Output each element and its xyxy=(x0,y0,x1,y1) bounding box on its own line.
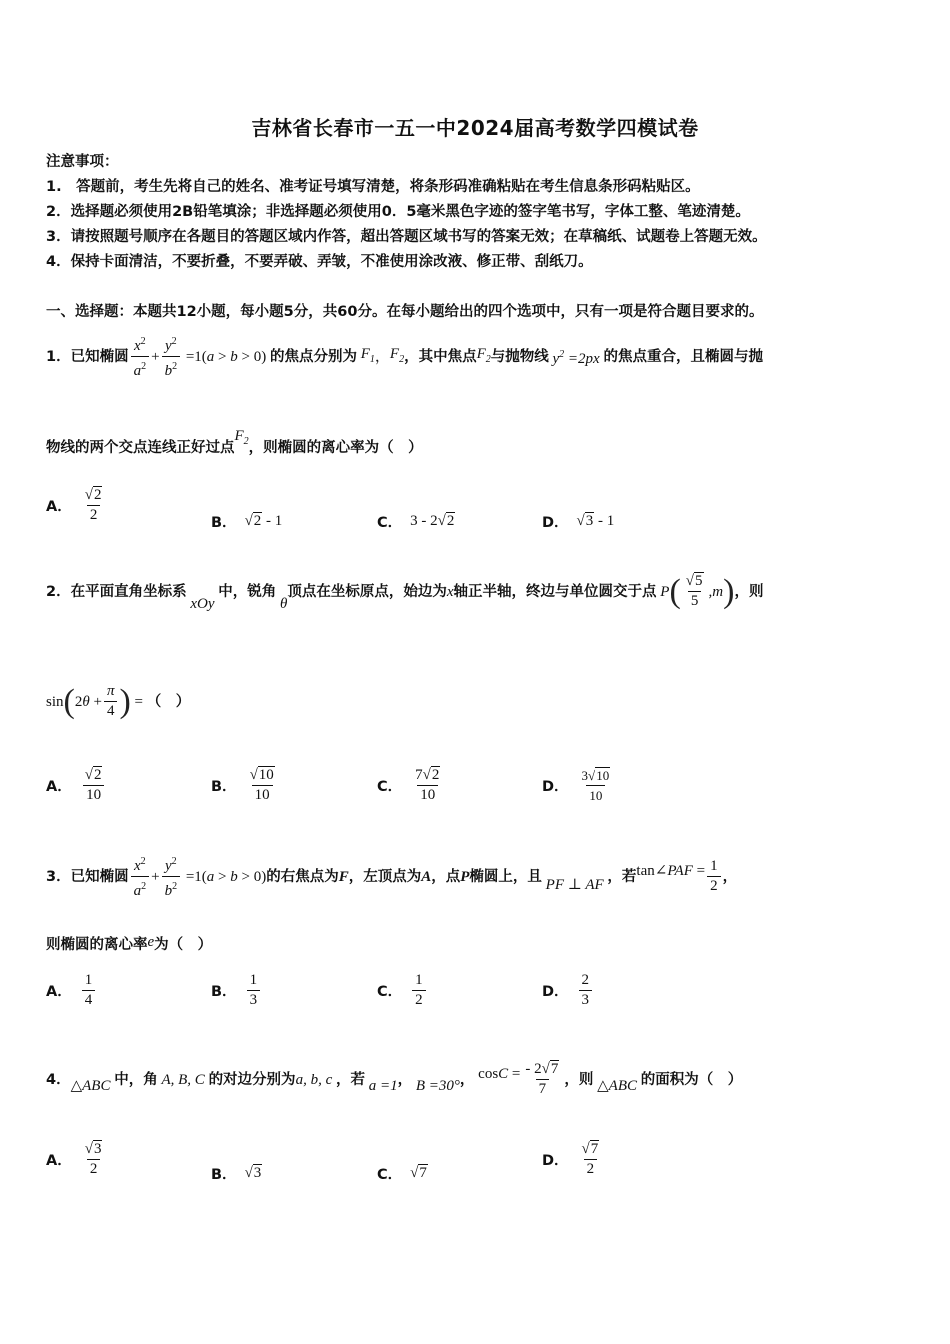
option-label: C． xyxy=(377,779,403,795)
math-formula: $\frac{\pi}{4}$ xyxy=(104,682,118,721)
question-text: （ ） xyxy=(146,693,191,710)
question-text: 的焦点重合，且椭圆与抛 xyxy=(603,348,763,365)
question-text: 顶点在坐标原点，始边为 xyxy=(287,583,447,600)
question-text: ，若 xyxy=(607,868,637,885)
option-d[interactable]: D． √3 - 1 xyxy=(542,513,615,531)
option-b[interactable]: B． √3 xyxy=(211,1165,262,1183)
option-label: A． xyxy=(46,984,72,1000)
question-text: 轴正半轴，终边与单位圆交于点 xyxy=(453,583,657,600)
question-text: ，则椭圆的离心率为（ ） xyxy=(248,440,423,456)
question-text: 的对边分别为 xyxy=(208,1071,296,1088)
option-d[interactable]: D． $\frac{3√10}{10}$ xyxy=(542,768,610,803)
option-a[interactable]: A． $\frac{√2}{2}$ xyxy=(46,487,102,523)
option-label: C． xyxy=(377,984,403,1000)
option-label: D． xyxy=(542,984,569,1000)
question-2-line-2: sin ( 2θ + $\frac{\pi}{4}$ ) = （ ） xyxy=(46,682,191,720)
option-label: D． xyxy=(542,779,569,795)
option-label: D． xyxy=(542,515,569,531)
question-text: 椭圆上，且 xyxy=(469,868,542,885)
question-number: 1． xyxy=(46,348,71,365)
option-c[interactable]: C． √7 xyxy=(377,1165,427,1183)
question-text: 与抛物线 xyxy=(490,348,549,365)
option-label: B． xyxy=(211,1167,237,1183)
question-1-line-2: 物线的两个交点连线正好过点 $F_2$ ，则椭圆的离心率为（ ） xyxy=(46,428,423,456)
question-text: 中，锐角 xyxy=(218,583,277,600)
option-b[interactable]: B． $\frac{√10}{10}$ xyxy=(211,767,274,803)
notice-item-3: 3．请按照题号顺序在各题目的答题区域内作答，超出答题区域书写的答案无效；在草稿纸、试题卷上答题无效。 xyxy=(46,229,767,245)
option-label: A． xyxy=(46,1153,72,1169)
question-text: 则椭圆的离心率 xyxy=(46,937,148,953)
notice-item-4: 4．保持卡面清洁，不要折叠，不要弄破、弄皱，不准使用涂改液、修正带、刮纸刀。 xyxy=(46,254,593,270)
question-text: 在平面直角坐标系 xyxy=(70,583,187,600)
math-formula: $\frac{- 2√7}{7}$ xyxy=(525,1061,559,1097)
question-text: ，其中焦点 xyxy=(404,348,477,365)
question-text: ，则 xyxy=(734,583,764,600)
option-label: C． xyxy=(377,1167,403,1183)
page-title: 吉林省长春市一五一中2024届高考数学四模试卷 xyxy=(251,116,699,140)
option-b[interactable]: B． $\frac{1}{3}$ xyxy=(211,971,262,1010)
option-c[interactable]: C． $\frac{1}{2}$ xyxy=(377,971,428,1010)
question-text: ，点 xyxy=(431,868,461,885)
question-text: 的右焦点为 xyxy=(266,868,339,885)
question-text: ，则 xyxy=(564,1071,594,1088)
question-3-line-1: 3． 已知椭圆 $\frac{x^2}{a^2}$ + $\frac{y^2}{b^2}$ =1(a > b > 0) 的右焦点为 F ，左顶点为 A ，点 P 椭圆上，且 PF ⊥ AF ，若 tan∠PAF = $\frac{1}{2}$ ， xyxy=(46,852,737,901)
option-label: A． xyxy=(46,779,72,795)
option-a[interactable]: A． $\frac{√2}{10}$ xyxy=(46,766,107,805)
option-label: D． xyxy=(542,1153,569,1169)
option-c[interactable]: C． $\frac{7√2}{10}$ xyxy=(377,767,440,803)
option-label: A． xyxy=(46,499,72,515)
question-text: ，左顶点为 xyxy=(348,868,422,885)
option-a[interactable]: A． $\frac{√3}{2}$ xyxy=(46,1141,102,1177)
question-text: 中，角 xyxy=(114,1071,158,1088)
question-text: 的面积为（ ） xyxy=(640,1071,743,1088)
math-formula: $\frac{x^2}{a^2}$ xyxy=(131,852,150,901)
math-formula: $\frac{y^2}{b^2}$ xyxy=(162,332,181,381)
math-formula: $\frac{√5}{5}$ xyxy=(685,573,703,609)
question-number: 4． xyxy=(46,1071,71,1088)
notice-item-2: 2．选择题必须使用2B铅笔填涂；非选择题必须使用0．5毫米黑色字迹的签字笔书写，字体工整、笔迹清楚。 xyxy=(46,204,750,220)
question-text: ，若 xyxy=(335,1071,365,1088)
notice-item-1: 1. 答题前，考生先将自己的姓名、准考证号填写清楚，将条形码准确粘贴在考生信息条形码粘贴区。 xyxy=(46,179,700,195)
question-number: 2． xyxy=(46,583,71,600)
math-formula: $\frac{x^2}{a^2}$ xyxy=(131,332,150,381)
question-text: 为（ ） xyxy=(154,937,213,953)
option-d[interactable]: D． $\frac{2}{3}$ xyxy=(542,971,594,1010)
option-c[interactable]: C． 3 - 2 √2 xyxy=(377,513,455,531)
option-label: C． xyxy=(377,515,403,531)
math-formula: $\frac{1}{2}$ xyxy=(707,857,721,896)
question-1-line-1: 1． 已知椭圆 $\frac{x^2}{a^2}$ + $\frac{y^2}{b^2}$ =1(a > b > 0) 的焦点分别为 $F_1$ ， $F_2$ ，其中焦点 $F_2$ 与抛物线 $y^2 =2px$ 的焦点重合，且椭圆与抛 xyxy=(46,332,763,381)
question-text: ， xyxy=(397,1071,413,1088)
question-text: ， xyxy=(722,868,738,885)
question-text: 已知椭圆 xyxy=(70,348,129,365)
question-text: ， xyxy=(459,1071,475,1088)
option-a[interactable]: A． $\frac{1}{4}$ xyxy=(46,971,97,1010)
question-text: 的焦点分别为 xyxy=(269,348,357,365)
math-formula: $\frac{y^2}{b^2}$ xyxy=(162,852,181,901)
question-text: 已知椭圆 xyxy=(70,868,129,885)
question-3-line-2: 则椭圆的离心率 e 为（ ） xyxy=(46,934,213,953)
option-label: B． xyxy=(211,515,237,531)
notice-heading: 注意事项： xyxy=(46,154,119,170)
section-heading: 一、选择题：本题共12小题，每小题5分，共60分。在每小题给出的四个选项中，只有一项是符合题目要求的。 xyxy=(46,304,764,320)
question-2-line-1: 2． 在平面直角坐标系 xOy 中，锐角 θ 顶点在坐标原点，始边为 x 轴正半轴，终边与单位圆交于点 P ( $\frac{√5}{5}$ ,m ) ，则 xyxy=(46,572,764,612)
question-number: 3． xyxy=(46,868,71,885)
option-b[interactable]: B． √2 - 1 xyxy=(211,513,283,531)
question-4-line-1: 4． △ABC 中，角 A, B, C 的对边分别为 a, b, c ，若 a =1 ， B =30° ， cosC = $\frac{- 2√7}{7}$ ，则 △ABC 的面积为（ ） xyxy=(46,1061,743,1097)
option-d[interactable]: D． $\frac{√7}{2}$ xyxy=(542,1141,599,1177)
question-text: 物线的两个交点连线正好过点 xyxy=(46,440,235,456)
option-label: B． xyxy=(211,984,237,1000)
option-label: B． xyxy=(211,779,237,795)
